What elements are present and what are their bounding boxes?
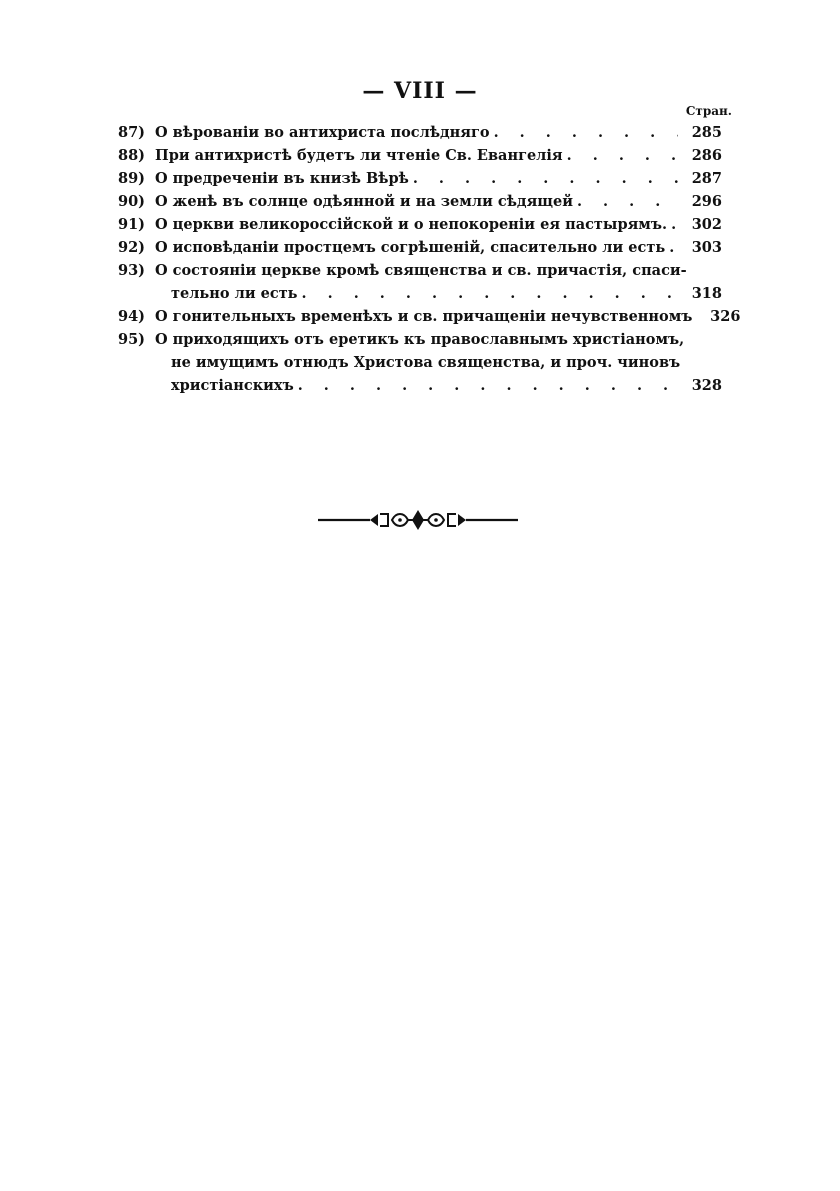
toc-line	[118, 282, 722, 305]
toc-entry-page: 318	[691, 285, 722, 302]
toc-entry-94	[118, 305, 741, 328]
dot-leader	[298, 374, 678, 397]
dot-leader	[567, 144, 678, 167]
toc-entry-90	[118, 190, 722, 213]
dot-leader	[413, 167, 678, 190]
toc-entry-page: 296	[691, 193, 722, 210]
toc-entry-title: О вѣрованіи во антихриста послѣдняго	[155, 124, 490, 141]
dot-leader	[577, 190, 678, 213]
toc-entry-number: 91)	[118, 216, 146, 233]
dot-leader	[671, 213, 678, 236]
toc-entry-87	[118, 121, 722, 144]
toc-line	[118, 121, 722, 144]
toc-entry-title: О церкви великороссійской и о непокореніи ея пастырямъ.	[155, 216, 668, 233]
toc-line	[118, 213, 722, 236]
toc-entry-number: 93)	[118, 262, 146, 279]
toc-entry-title: О женѣ въ солнце одѣянной и на земли сѣдящей	[155, 193, 573, 210]
toc-entry-number: 87)	[118, 124, 146, 141]
toc-entry-title: О исповѣданіи простцемъ согрѣшеній, спасительно ли есть	[155, 239, 666, 256]
decorative-ornament-icon	[318, 508, 518, 532]
toc-entry-page: 328	[691, 377, 722, 394]
toc-entry-title: О приходящихъ отъ еретикъ къ православнымъ христіаномъ,	[155, 331, 685, 348]
toc-entry-number: 88)	[118, 147, 146, 164]
toc-entry-number: 90)	[118, 193, 146, 210]
toc-entry-title: О гонительныхъ временѣхъ и св. причащеніи нечувственномъ	[155, 308, 693, 325]
dot-leader	[302, 282, 678, 305]
toc-line	[118, 259, 722, 282]
toc-entry-88	[118, 144, 722, 167]
toc-entry-page: 285	[691, 124, 722, 141]
toc-entry-89	[118, 167, 722, 190]
toc-entry-title-continued: тельно ли есть	[171, 285, 298, 302]
table-of-contents	[118, 121, 741, 397]
toc-entry-91	[118, 213, 722, 236]
toc-entry-title: При антихристѣ будетъ ли чтеніе Св. Евангелія	[155, 147, 563, 164]
toc-entry-title: О состояніи церкве кромѣ священства и св. причастія, спаси-	[155, 262, 687, 279]
page-column-label: Стран.	[685, 104, 732, 118]
toc-entry-number: 89)	[118, 170, 146, 187]
page-header: — VIII —	[362, 78, 478, 104]
toc-entry-title-continued: христіанскихъ	[171, 377, 294, 394]
toc-entry-number: 92)	[118, 239, 146, 256]
toc-line	[118, 328, 722, 351]
toc-entry-92	[118, 236, 722, 259]
toc-line	[118, 236, 722, 259]
toc-entry-page: 303	[691, 239, 722, 256]
toc-line	[118, 374, 722, 397]
toc-entry-title-continued: не имущимъ отнюдъ Христова священства, и проч. чиновъ	[171, 354, 681, 371]
dot-leader	[669, 236, 678, 259]
toc-line	[118, 190, 722, 213]
toc-line	[118, 305, 741, 328]
toc-entry-title: О предреченіи въ книзѣ Вѣрѣ	[155, 170, 409, 187]
toc-line	[118, 351, 722, 374]
toc-entry-93	[118, 259, 722, 305]
toc-entry-page: 302	[691, 216, 722, 233]
toc-entry-page: 326	[710, 308, 741, 325]
toc-entry-95	[118, 328, 722, 397]
toc-entry-page: 286	[691, 147, 722, 164]
toc-entry-number: 94)	[118, 308, 146, 325]
toc-entry-number: 95)	[118, 331, 146, 348]
toc-line	[118, 144, 722, 167]
dot-leader	[494, 121, 678, 144]
toc-line	[118, 167, 722, 190]
toc-entry-page: 287	[691, 170, 722, 187]
